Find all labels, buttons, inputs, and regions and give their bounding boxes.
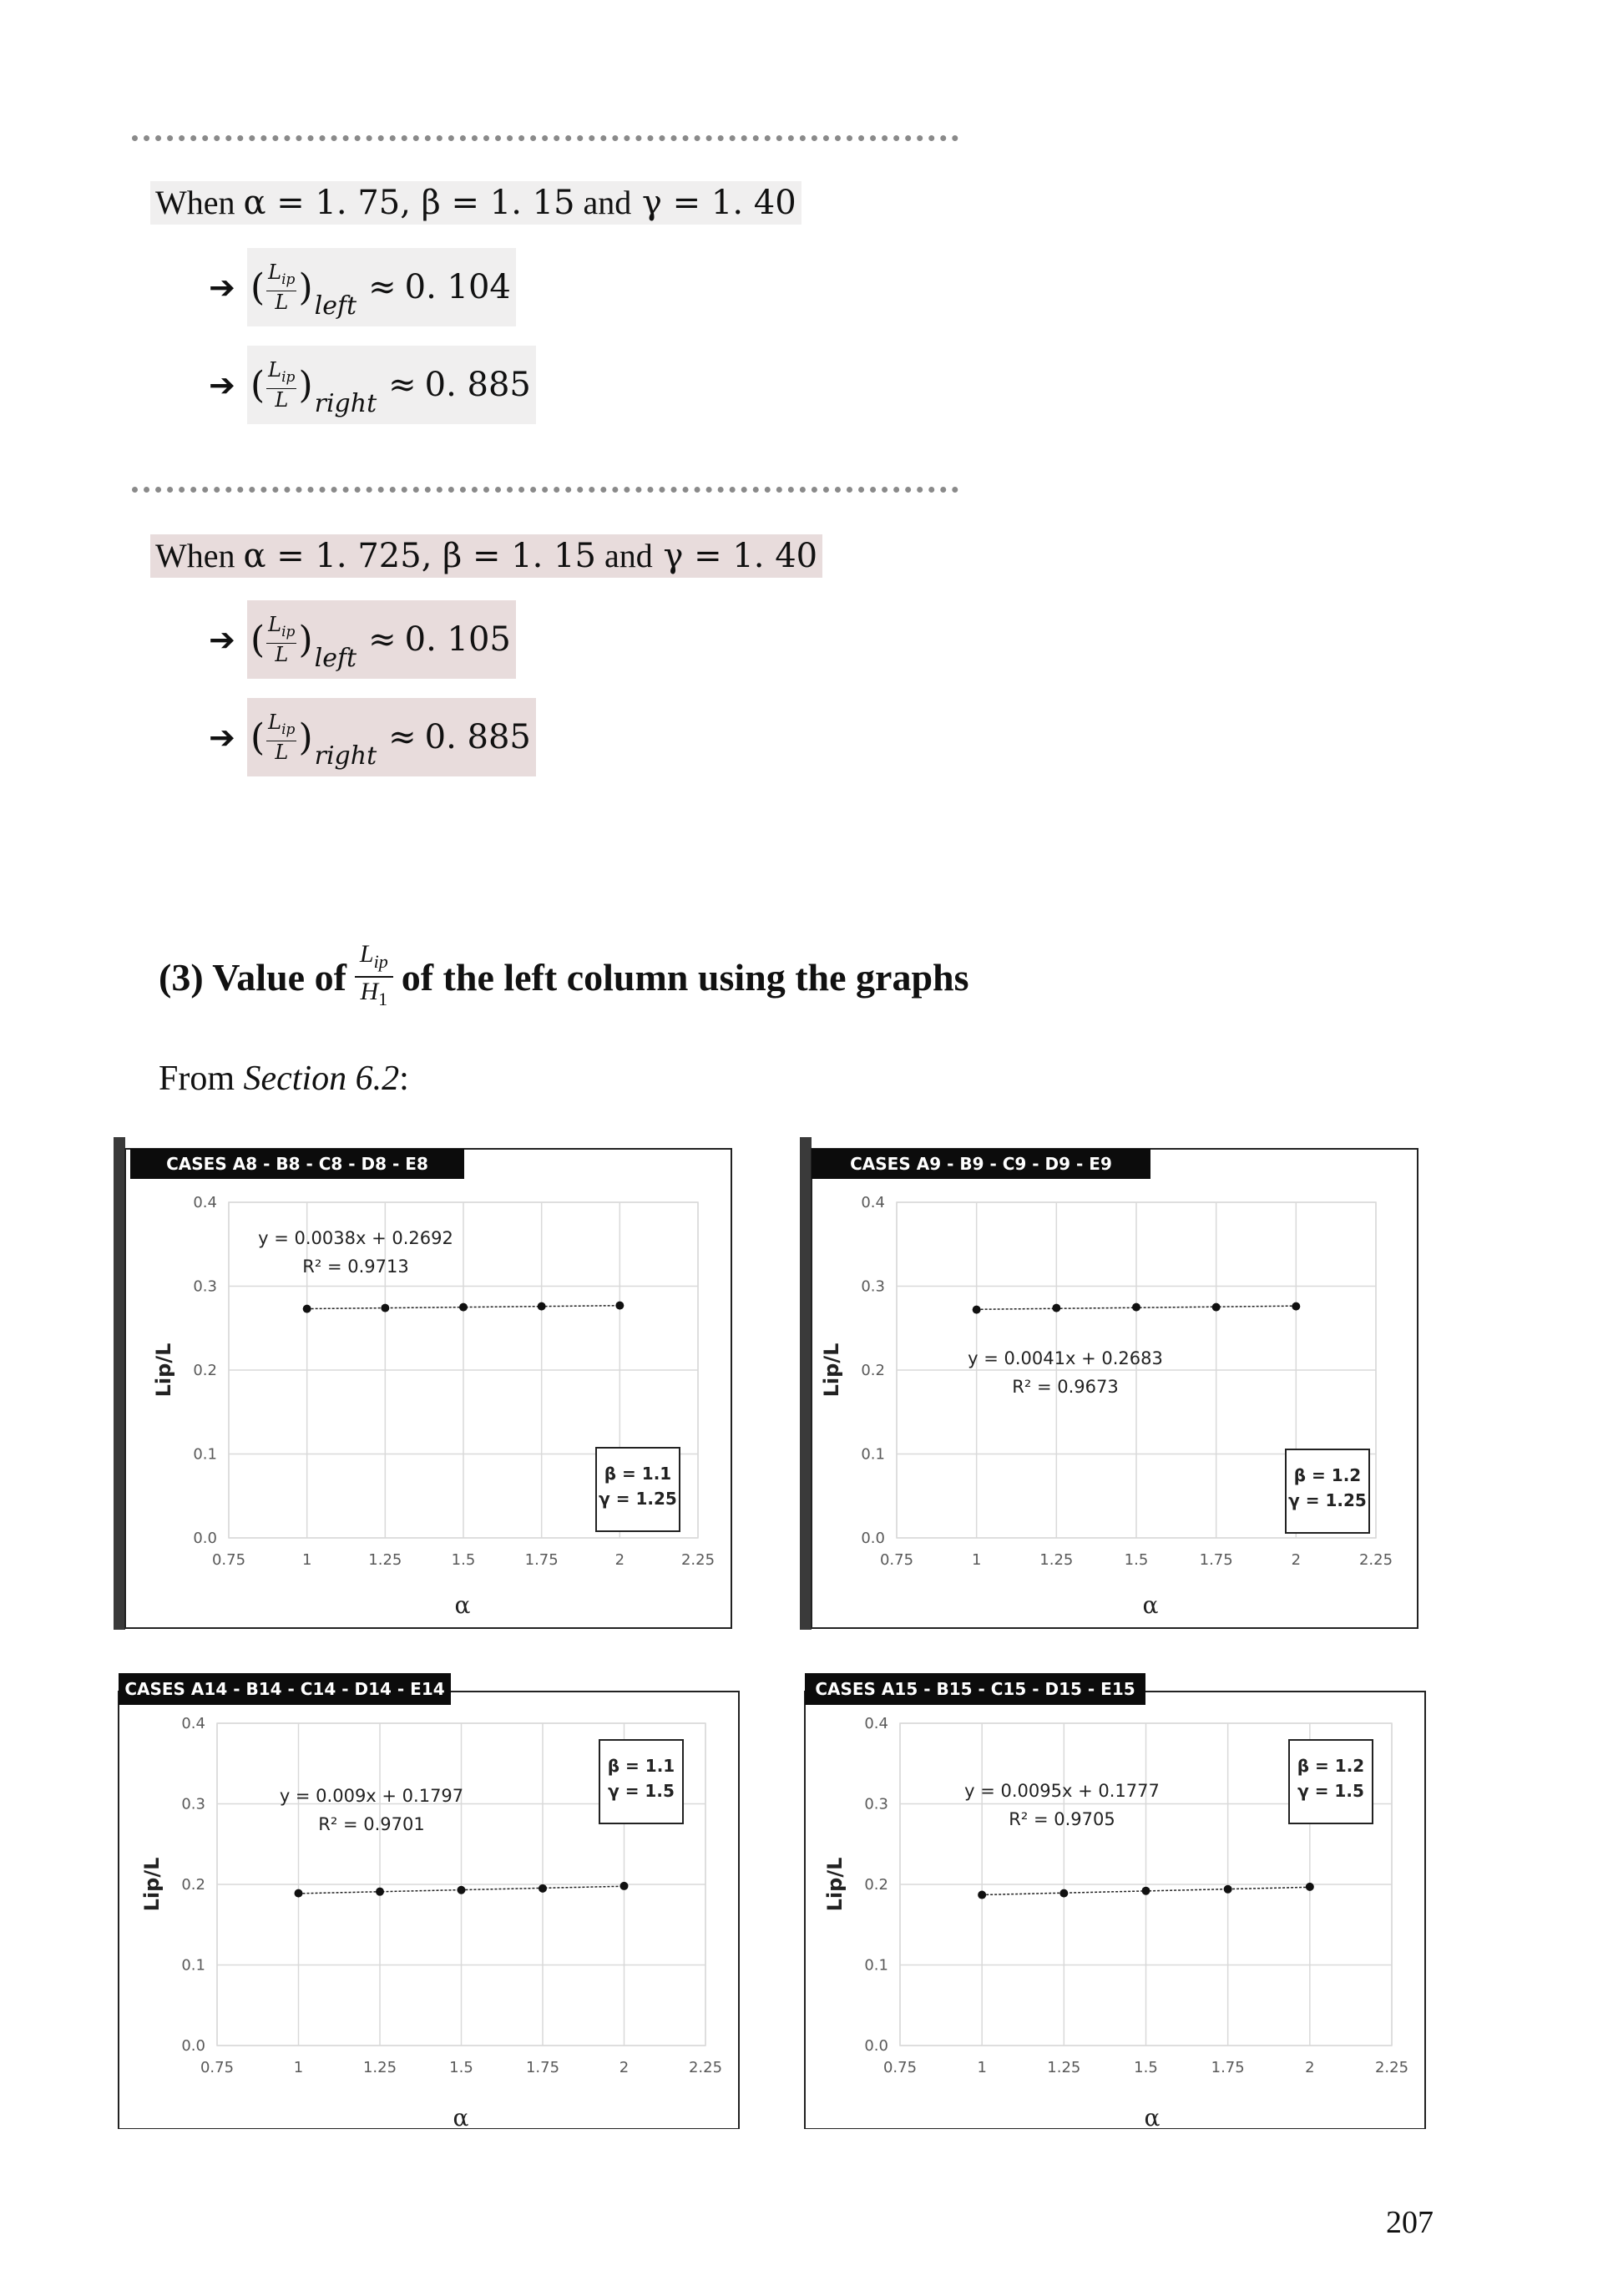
data-point <box>381 1304 389 1312</box>
fraction-denominator: L <box>275 290 289 314</box>
y-tick-label: 0.0 <box>181 2037 205 2055</box>
condition-prefix: When <box>155 184 244 221</box>
x-axis-label: α <box>454 1591 471 1619</box>
y-tick-label: 0.4 <box>864 1715 888 1732</box>
approx-symbol: ≈ <box>388 366 417 404</box>
x-tick-label: 2 <box>1305 2059 1315 2076</box>
x-tick-label: 2 <box>614 1551 625 1569</box>
chart-a8 <box>114 1137 745 1638</box>
fraction-denominator: L <box>275 387 289 412</box>
heading-suffix: of the left column using the graphs <box>401 955 969 999</box>
data-point <box>1142 1887 1150 1895</box>
result-box <box>247 248 516 326</box>
condition-beta: β = 1. 15 <box>432 537 596 575</box>
result-box <box>247 600 516 679</box>
heading-prefix: (3) Value of <box>159 955 346 999</box>
result-box <box>247 698 536 776</box>
data-point <box>615 1302 624 1310</box>
data-point <box>459 1303 468 1312</box>
legend-gamma: γ = 1.5 <box>1297 1781 1364 1801</box>
side-subscript: right <box>314 741 377 771</box>
legend-beta: β = 1.2 <box>1293 1465 1362 1485</box>
x-tick-label: 1.25 <box>362 2059 397 2076</box>
chart-a9 <box>800 1137 1431 1638</box>
x-tick-label: 1.5 <box>449 2059 473 2076</box>
x-tick-label: 1.25 <box>1039 1551 1074 1569</box>
data-point <box>458 1886 466 1894</box>
x-tick-label: 2.25 <box>680 1551 716 1569</box>
x-tick-label: 1 <box>977 2059 987 2076</box>
chart-panel-a9 <box>800 1137 1431 1638</box>
legend-beta: β = 1.1 <box>607 1756 675 1776</box>
fraction-denominator: L <box>275 642 289 666</box>
chart-title: CASES A8 - B8 - C8 - D8 - E8 <box>166 1154 428 1174</box>
result-box <box>247 346 536 424</box>
trendline-r-squared: R² = 0.9673 <box>1012 1377 1119 1397</box>
result-right-1 <box>209 346 536 424</box>
y-tick-label: 0.0 <box>193 1530 217 1547</box>
x-axis-label: α <box>453 2104 469 2129</box>
x-tick-label: 1 <box>971 1551 982 1569</box>
fraction-numerator: $L_{ip}$ <box>266 614 296 644</box>
y-tick-label: 0.1 <box>193 1445 217 1464</box>
y-tick-label: 0.4 <box>181 1715 205 1732</box>
trendline-equation: y = 0.009x + 0.1797 <box>279 1786 464 1806</box>
data-point <box>1132 1303 1140 1312</box>
close-paren: ) <box>298 716 313 759</box>
data-point <box>1212 1303 1221 1312</box>
y-axis-label: Lip/L <box>152 1343 175 1398</box>
x-tick-label: 2 <box>1291 1551 1302 1569</box>
data-point <box>1292 1302 1300 1311</box>
left-edge-bar <box>800 1137 812 1630</box>
from-suffix: : <box>399 1059 409 1098</box>
chart-background <box>114 1137 745 1638</box>
data-point <box>1059 1889 1068 1898</box>
data-point <box>620 1882 629 1890</box>
x-tick-label: 1 <box>293 2059 304 2076</box>
chart-title: CASES A15 - B15 - C15 - D15 - E15 <box>815 1679 1135 1699</box>
side-subscript: left <box>314 643 357 673</box>
x-tick-label: 1 <box>301 1551 312 1569</box>
open-paren: ( <box>250 618 265 661</box>
condition-line-2 <box>150 534 822 578</box>
chart-title: CASES A9 - B9 - C9 - D9 - E9 <box>850 1154 1112 1174</box>
y-axis-label: Lip/L <box>823 1857 847 1912</box>
heading-fraction-denominator: $H_1$ <box>360 978 388 1009</box>
x-tick-label: 2 <box>619 2059 630 2076</box>
fraction <box>266 261 296 313</box>
fraction <box>266 711 296 763</box>
trendline-equation: y = 0.0095x + 0.1777 <box>964 1781 1160 1801</box>
trendline-equation: y = 0.0038x + 0.2692 <box>258 1228 453 1248</box>
data-point <box>973 1306 981 1314</box>
from-prefix: From <box>159 1059 244 1098</box>
legend-gamma: γ = 1.25 <box>1288 1490 1367 1510</box>
x-tick-label: 1.75 <box>524 1551 559 1569</box>
x-tick-label: 1.75 <box>1211 2059 1245 2076</box>
open-paren: ( <box>250 266 265 309</box>
condition-beta: β = 1. 15 <box>410 184 575 222</box>
y-axis-label: Lip/L <box>820 1343 843 1398</box>
result-left-1 <box>209 248 516 326</box>
fraction-denominator: L <box>275 740 289 764</box>
chart-title: CASES A14 - B14 - C14 - D14 - E14 <box>124 1679 445 1699</box>
result-value: 0. 885 <box>424 718 531 756</box>
trendline-r-squared: R² = 0.9713 <box>302 1257 409 1277</box>
x-tick-label: 1.25 <box>1047 2059 1081 2076</box>
result-value: 0. 885 <box>424 366 531 404</box>
heading-fraction <box>355 940 393 1014</box>
y-tick-label: 0.3 <box>193 1277 217 1296</box>
x-tick-label: 0.75 <box>200 2059 235 2076</box>
x-tick-label: 1.5 <box>451 1551 476 1569</box>
legend-beta: β = 1.2 <box>1297 1756 1365 1776</box>
condition-gamma: γ = 1. 40 <box>652 537 818 575</box>
arrow-icon: ➔ <box>209 367 235 403</box>
y-tick-label: 0.2 <box>193 1362 217 1379</box>
legend-gamma: γ = 1.5 <box>608 1781 675 1801</box>
open-paren: ( <box>250 363 265 407</box>
data-point <box>1224 1885 1232 1894</box>
x-tick-label: 1.75 <box>525 2059 560 2076</box>
dotted-separator-middle <box>132 487 958 493</box>
data-point <box>538 1302 546 1311</box>
y-tick-label: 0.1 <box>181 1956 205 1975</box>
x-tick-label: 1.5 <box>1124 1551 1149 1569</box>
arrow-icon: ➔ <box>209 269 235 306</box>
condition-prefix: When <box>155 537 244 574</box>
result-left-2 <box>209 600 516 679</box>
condition-gamma: γ = 1. 40 <box>631 184 796 222</box>
legend-gamma: γ = 1.25 <box>599 1489 677 1509</box>
fraction <box>266 359 296 411</box>
chart-a15 <box>803 1658 1434 2129</box>
y-tick-label: 0.3 <box>861 1277 885 1296</box>
data-point <box>295 1889 303 1898</box>
condition-alpha: α = 1. 75, <box>243 184 411 222</box>
approx-symbol: ≈ <box>388 718 417 756</box>
x-tick-label: 0.75 <box>211 1551 246 1569</box>
approx-symbol: ≈ <box>368 268 397 306</box>
chart-a14 <box>117 1658 748 2129</box>
arrow-icon: ➔ <box>209 719 235 756</box>
x-axis-label: α <box>1144 2104 1161 2129</box>
x-axis-label: α <box>1142 1591 1159 1619</box>
section-reference: Section 6.2 <box>243 1059 400 1098</box>
heading-fraction-numerator: $L_{ip}$ <box>355 940 393 978</box>
fraction-numerator: $L_{ip}$ <box>266 711 296 741</box>
fraction <box>266 614 296 665</box>
y-tick-label: 0.3 <box>864 1795 888 1813</box>
data-point <box>1306 1883 1314 1891</box>
x-tick-label: 2.25 <box>688 2059 723 2076</box>
y-tick-label: 0.2 <box>861 1362 885 1379</box>
from-section-line <box>159 1059 409 1099</box>
condition-line-1 <box>150 181 802 225</box>
condition-and: and <box>595 537 653 574</box>
data-point <box>978 1891 986 1899</box>
close-paren: ) <box>298 618 313 661</box>
y-tick-label: 0.3 <box>181 1795 205 1813</box>
close-paren: ) <box>298 266 313 309</box>
trendline-r-squared: R² = 0.9701 <box>318 1814 425 1834</box>
y-axis-label: Lip/L <box>140 1857 164 1912</box>
dotted-separator-top <box>132 135 958 141</box>
x-tick-label: 0.75 <box>882 2059 918 2076</box>
approx-symbol: ≈ <box>368 620 397 659</box>
data-point <box>376 1888 384 1896</box>
x-tick-label: 0.75 <box>879 1551 914 1569</box>
data-point <box>1052 1304 1060 1312</box>
x-tick-label: 1.5 <box>1134 2059 1158 2076</box>
side-subscript: right <box>314 388 377 418</box>
fraction-numerator: $L_{ip}$ <box>266 261 296 291</box>
trendline-equation: y = 0.0041x + 0.2683 <box>968 1348 1163 1368</box>
fraction-numerator: $L_{ip}$ <box>266 359 296 389</box>
x-tick-label: 1.75 <box>1199 1551 1233 1569</box>
y-tick-label: 0.4 <box>861 1194 885 1211</box>
open-paren: ( <box>250 716 265 759</box>
condition-alpha: α = 1. 725, <box>243 537 432 575</box>
result-value: 0. 104 <box>404 268 511 306</box>
x-tick-label: 2.25 <box>1374 2059 1409 2076</box>
y-tick-label: 0.1 <box>861 1445 885 1464</box>
result-right-2 <box>209 698 536 776</box>
y-tick-label: 0.0 <box>861 1530 885 1547</box>
side-subscript: left <box>314 291 357 321</box>
section-heading <box>159 927 969 1027</box>
page-number: 207 <box>1386 2205 1434 2240</box>
y-tick-label: 0.2 <box>864 1876 888 1894</box>
data-point <box>303 1305 311 1313</box>
x-tick-label: 1.25 <box>368 1551 402 1569</box>
condition-and: and <box>574 184 632 221</box>
data-point <box>539 1884 547 1893</box>
chart-panel-a15 <box>803 1658 1434 2129</box>
trendline-r-squared: R² = 0.9705 <box>1009 1809 1115 1829</box>
y-tick-label: 0.1 <box>864 1956 888 1975</box>
close-paren: ) <box>298 363 313 407</box>
arrow-icon: ➔ <box>209 621 235 658</box>
legend-beta: β = 1.1 <box>604 1464 672 1484</box>
left-edge-bar <box>114 1137 125 1630</box>
chart-panel-a14 <box>117 1658 748 2129</box>
y-tick-label: 0.2 <box>181 1876 205 1894</box>
x-tick-label: 2.25 <box>1358 1551 1393 1569</box>
y-tick-label: 0.4 <box>193 1194 217 1211</box>
chart-panel-a8 <box>114 1137 745 1638</box>
y-tick-label: 0.0 <box>864 2037 888 2055</box>
result-value: 0. 105 <box>404 620 511 659</box>
